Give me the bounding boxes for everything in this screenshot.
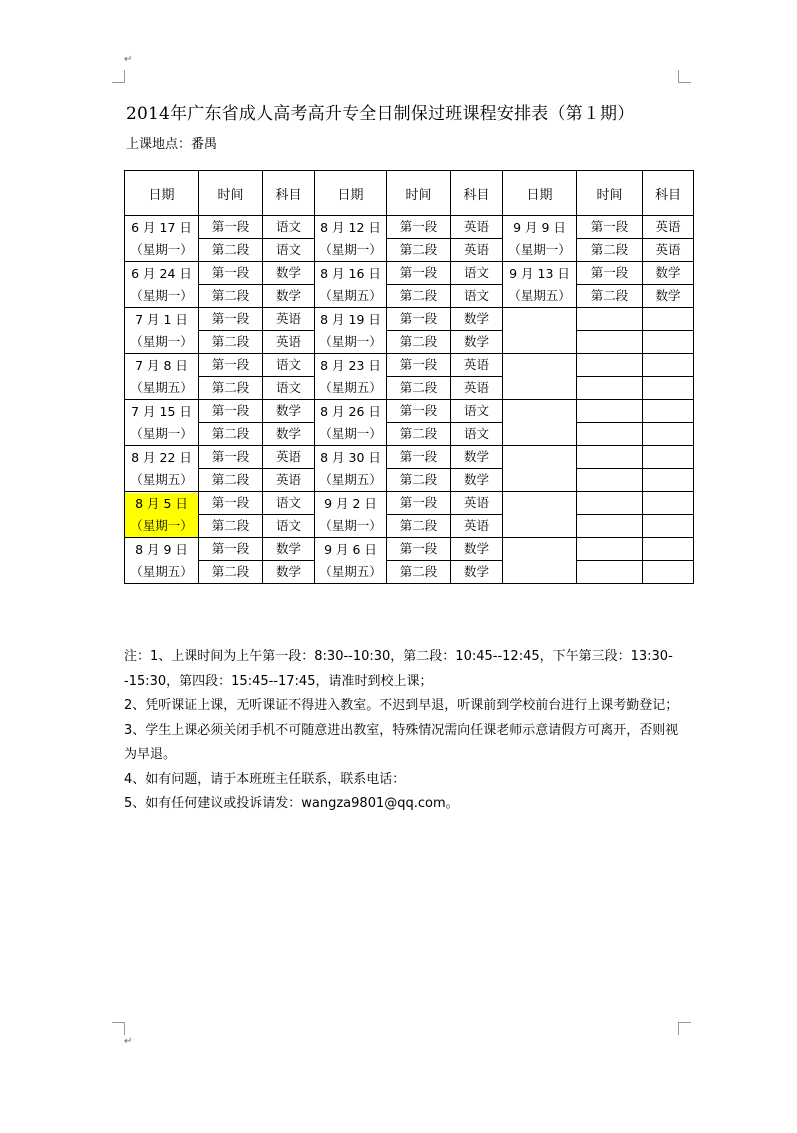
header-subject-2: 科目	[451, 171, 503, 216]
date-text: 8 月 12 日	[320, 219, 381, 235]
weekday-text: （星期一）	[319, 517, 382, 533]
table-row	[125, 538, 694, 561]
date-text: 7 月 8 日	[135, 357, 188, 373]
table-row	[125, 377, 694, 400]
date-cell	[315, 308, 387, 354]
weekday-text: （星期一）	[319, 333, 382, 349]
subject-cell: 数学	[263, 561, 315, 584]
header-date-3: 日期	[503, 171, 577, 216]
period-cell: 第一段	[199, 262, 263, 285]
period-cell: 第一段	[199, 538, 263, 561]
empty-cell	[643, 492, 694, 515]
subject-cell: 英语	[451, 515, 503, 538]
empty-cell	[643, 400, 694, 423]
date-text: 8 月 5 日	[125, 493, 198, 515]
period-cell: 第一段	[387, 446, 451, 469]
header-subject-1: 科目	[263, 171, 315, 216]
period-cell: 第一段	[199, 492, 263, 515]
subject-cell: 语文	[451, 262, 503, 285]
table-row	[125, 239, 694, 262]
date-text: 9 月 13 日	[509, 265, 570, 281]
empty-date-cell	[503, 538, 577, 584]
header-time-2: 时间	[387, 171, 451, 216]
empty-cell	[643, 354, 694, 377]
paragraph-mark-icon: ↵	[124, 1036, 133, 1047]
empty-date-cell	[503, 354, 577, 400]
subject-cell: 语文	[263, 515, 315, 538]
margin-corner-bottom-right	[678, 1022, 691, 1035]
paragraph-mark-icon: ↵	[124, 54, 133, 65]
subject-cell: 语文	[263, 239, 315, 262]
table-row	[125, 446, 694, 469]
subject-cell: 英语	[451, 239, 503, 262]
subject-cell: 数学	[263, 285, 315, 308]
empty-date-cell	[503, 492, 577, 538]
table-row	[125, 423, 694, 446]
date-text: 8 月 9 日	[135, 541, 188, 557]
date-text: 8 月 19 日	[320, 311, 381, 327]
subject-cell: 数学	[451, 538, 503, 561]
date-cell	[315, 400, 387, 446]
empty-date-cell	[503, 446, 577, 492]
date-text: 8 月 26 日	[320, 403, 381, 419]
weekday-text: （星期五）	[319, 287, 382, 303]
empty-cell	[643, 446, 694, 469]
date-cell	[315, 538, 387, 584]
weekday-text: （星期五）	[319, 563, 382, 579]
empty-cell	[577, 469, 643, 492]
period-cell: 第一段	[577, 216, 643, 239]
period-cell: 第一段	[199, 400, 263, 423]
date-cell	[125, 354, 199, 400]
table-row	[125, 492, 694, 515]
date-text: 8 月 22 日	[131, 449, 192, 465]
document-title: 2014年广东省成人高考高升专全日制保过班课程安排表（第１期）	[126, 104, 635, 124]
note-1: 注：1、上课时间为上午第一段：8:30--10:30，第二段：10:45--12:45，下午第三段：13:30--15:30，第四段：15:45--17:45，请准时到校上课；	[124, 649, 673, 689]
empty-cell	[577, 331, 643, 354]
date-text: 9 月 6 日	[324, 541, 377, 557]
date-cell	[125, 446, 199, 492]
subject-cell: 数学	[451, 469, 503, 492]
date-text: 8 月 16 日	[320, 265, 381, 281]
empty-cell	[643, 469, 694, 492]
period-cell: 第二段	[199, 239, 263, 262]
period-cell: 第一段	[199, 354, 263, 377]
header-date-2: 日期	[315, 171, 387, 216]
table-row	[125, 285, 694, 308]
date-cell	[125, 216, 199, 262]
weekday-text: （星期一）	[319, 425, 382, 441]
date-cell	[315, 216, 387, 262]
subject-cell: 英语	[643, 239, 694, 262]
notes-section	[124, 645, 684, 817]
weekday-text: （星期五）	[508, 287, 571, 303]
table-row	[125, 515, 694, 538]
date-cell	[315, 492, 387, 538]
weekday-text: （星期五）	[130, 379, 193, 395]
empty-cell	[577, 308, 643, 331]
subject-cell: 英语	[451, 354, 503, 377]
table-row	[125, 331, 694, 354]
margin-corner-bottom-left	[112, 1022, 125, 1035]
weekday-text: （星期一）	[125, 515, 198, 537]
subject-cell: 英语	[451, 492, 503, 515]
date-text: 9 月 9 日	[513, 219, 566, 235]
table-row	[125, 469, 694, 492]
subject-cell: 数学	[263, 400, 315, 423]
period-cell: 第二段	[199, 377, 263, 400]
empty-date-cell	[503, 308, 577, 354]
weekday-text: （星期五）	[319, 471, 382, 487]
date-cell	[503, 262, 577, 308]
period-cell: 第二段	[387, 515, 451, 538]
period-cell: 第二段	[577, 239, 643, 262]
period-cell: 第一段	[387, 400, 451, 423]
date-text: 7 月 15 日	[131, 403, 192, 419]
empty-cell	[577, 538, 643, 561]
weekday-text: （星期一）	[130, 241, 193, 257]
period-cell: 第一段	[577, 262, 643, 285]
margin-corner-top-left	[112, 70, 125, 83]
subject-cell: 语文	[263, 354, 315, 377]
empty-cell	[577, 400, 643, 423]
subject-cell: 语文	[263, 377, 315, 400]
subject-cell: 数学	[643, 262, 694, 285]
period-cell: 第二段	[199, 331, 263, 354]
empty-cell	[643, 331, 694, 354]
weekday-text: （星期五）	[130, 563, 193, 579]
date-text: 6 月 17 日	[131, 219, 192, 235]
weekday-text: （星期一）	[130, 425, 193, 441]
period-cell: 第二段	[387, 239, 451, 262]
date-cell	[125, 538, 199, 584]
empty-cell	[577, 377, 643, 400]
empty-cell	[577, 515, 643, 538]
period-cell: 第一段	[199, 216, 263, 239]
date-text: 8 月 23 日	[320, 357, 381, 373]
period-cell: 第二段	[577, 285, 643, 308]
weekday-text: （星期一）	[508, 241, 571, 257]
subject-cell: 英语	[263, 469, 315, 492]
subject-cell: 数学	[263, 538, 315, 561]
period-cell: 第一段	[387, 216, 451, 239]
table-row	[125, 400, 694, 423]
empty-cell	[643, 308, 694, 331]
subject-cell: 英语	[263, 446, 315, 469]
weekday-text: （星期五）	[319, 379, 382, 395]
period-cell: 第二段	[387, 423, 451, 446]
period-cell: 第一段	[199, 446, 263, 469]
subject-cell: 数学	[451, 446, 503, 469]
table-row	[125, 561, 694, 584]
empty-cell	[577, 354, 643, 377]
date-cell	[315, 446, 387, 492]
table-header-row	[125, 171, 694, 216]
subject-cell: 数学	[451, 331, 503, 354]
subject-cell: 语文	[263, 492, 315, 515]
empty-cell	[643, 515, 694, 538]
header-time-3: 时间	[577, 171, 643, 216]
date-text: 6 月 24 日	[131, 265, 192, 281]
period-cell: 第一段	[387, 492, 451, 515]
period-cell: 第二段	[199, 515, 263, 538]
subject-cell: 英语	[643, 216, 694, 239]
margin-corner-top-right	[678, 70, 691, 83]
date-cell	[125, 492, 199, 538]
period-cell: 第一段	[387, 308, 451, 331]
period-cell: 第二段	[387, 331, 451, 354]
empty-cell	[577, 492, 643, 515]
subject-cell: 数学	[451, 308, 503, 331]
header-date-1: 日期	[125, 171, 199, 216]
period-cell: 第二段	[199, 285, 263, 308]
period-cell: 第一段	[199, 308, 263, 331]
subject-cell: 数学	[263, 423, 315, 446]
empty-cell	[643, 561, 694, 584]
weekday-text: （星期五）	[130, 471, 193, 487]
date-text: 7 月 1 日	[135, 311, 188, 327]
table-row	[125, 216, 694, 239]
date-cell	[125, 262, 199, 308]
note-2: 2、凭听课证上课，无听课证不得进入教室。不迟到早退，听课前到学校前台进行上课考勤登记；3、学生上课必须关闭手机不可随意进出教室，特殊情况需向任课老师示意请假方可离开，否则视为早退。	[124, 698, 679, 762]
period-cell: 第二段	[199, 469, 263, 492]
table-row	[125, 262, 694, 285]
table-row	[125, 308, 694, 331]
period-cell: 第二段	[387, 561, 451, 584]
empty-cell	[577, 446, 643, 469]
subject-cell: 语文	[451, 400, 503, 423]
header-time-1: 时间	[199, 171, 263, 216]
weekday-text: （星期一）	[130, 287, 193, 303]
date-cell	[503, 216, 577, 262]
period-cell: 第一段	[387, 538, 451, 561]
table-row	[125, 354, 694, 377]
period-cell: 第二段	[199, 423, 263, 446]
date-text: 9 月 2 日	[324, 495, 377, 511]
schedule-table	[124, 170, 694, 584]
subject-cell: 数学	[263, 262, 315, 285]
subject-cell: 语文	[451, 285, 503, 308]
header-subject-3: 科目	[643, 171, 694, 216]
empty-cell	[577, 423, 643, 446]
subject-cell: 语文	[263, 216, 315, 239]
period-cell: 第二段	[387, 285, 451, 308]
empty-cell	[643, 377, 694, 400]
subject-cell: 语文	[451, 423, 503, 446]
period-cell: 第一段	[387, 354, 451, 377]
date-cell	[315, 262, 387, 308]
period-cell: 第二段	[387, 469, 451, 492]
date-cell	[315, 354, 387, 400]
empty-cell	[643, 538, 694, 561]
schedule-body	[125, 216, 694, 584]
subject-cell: 英语	[451, 377, 503, 400]
period-cell: 第二段	[199, 561, 263, 584]
note-4: 5、如有任何建议或投诉请发：wangza9801@qq.com。	[124, 796, 459, 811]
date-cell	[125, 400, 199, 446]
empty-date-cell	[503, 400, 577, 446]
date-text: 8 月 30 日	[320, 449, 381, 465]
subject-cell: 英语	[451, 216, 503, 239]
subject-cell: 数学	[451, 561, 503, 584]
period-cell: 第二段	[387, 377, 451, 400]
subject-cell: 英语	[263, 308, 315, 331]
weekday-text: （星期一）	[130, 333, 193, 349]
empty-cell	[577, 561, 643, 584]
weekday-text: （星期一）	[319, 241, 382, 257]
period-cell: 第一段	[387, 262, 451, 285]
subject-cell: 英语	[263, 331, 315, 354]
date-cell	[125, 308, 199, 354]
subject-cell: 数学	[643, 285, 694, 308]
empty-cell	[643, 423, 694, 446]
location-line: 上课地点：番禺	[126, 137, 218, 152]
note-3: 4、如有问题，请于本班班主任联系，联系电话：	[124, 771, 406, 787]
